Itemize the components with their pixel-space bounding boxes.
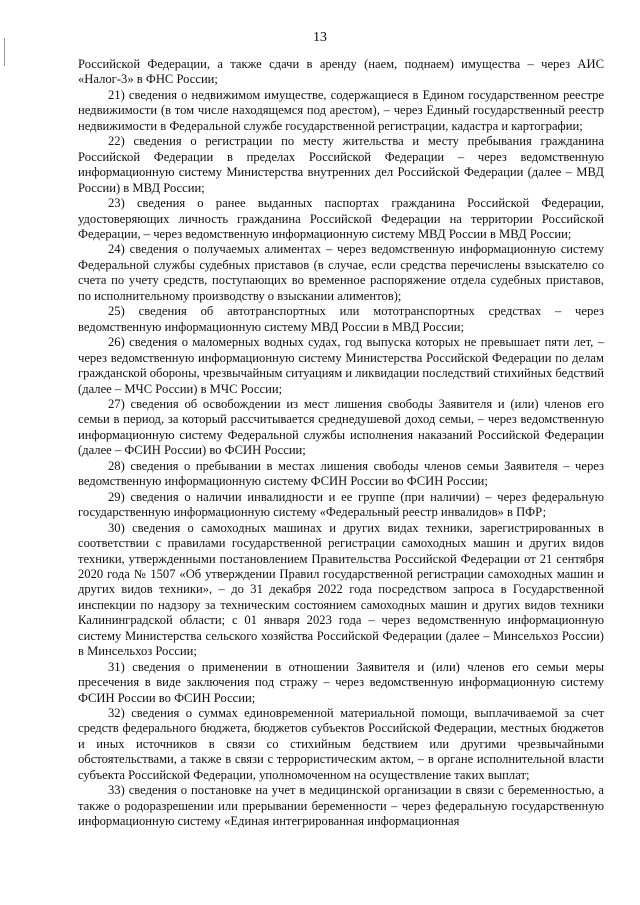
paragraph-item-29: 29) сведения о наличии инвалидности и ее группе (при наличии) – через федеральную государственную информационную систему «Федеральный реестр инвалидов» в ПФР; (78, 489, 604, 520)
paragraph-item-30: 30) сведения о самоходных машинах и других видах техники, зарегистрированных в соответствии с правилами государственной регистрации самоходных машин и других видов техники, утвержденными постановлением Правительства Российской Федерации от 21 сентября 2020 года № 1507 «Об утверждении Правил государственной регистрации самоходных машин и других видов техники», – до 31 декабря 2022 года посредством запроса в Государственной инспекции по надзору за техническим состоянием самоходных машин и других видов техники Калининградской области; с 01 января 2023 года – через ведомственную информационную систему Министерства сельского хозяйства Российской Федерации (далее – Минсельхоз России) в Минсельхоз России; (78, 520, 604, 659)
paragraph-item-25: 25) сведения об автотранспортных или мототранспортных средствах – через ведомственную информационную систему МВД России в МВД России; (78, 304, 604, 334)
document-body (78, 57, 604, 830)
paragraph-item-23: 23) сведения о ранее выданных паспортах гражданина Российской Федерации, удостоверяющих личность гражданина Российской Федерации на территории Российской Федерации, – через ведомственную информационную систему МВД России в МВД России; (78, 196, 604, 241)
paragraph-item-24: 24) сведения о получаемых алиментах – через ведомственную информационную систему Федеральной службы судебных приставов (в случае, если средства перечислены взыскателю со счета по учету средств, поступающих во временное распоряжение отдела судебных приставов, по исполнительному производству о взыскании алиментов); (78, 242, 604, 303)
paragraph-item-22: 22) сведения о регистрации по месту жительства и месту пребывания гражданина Российской Федерации в пределах Российской Федерации – через ведомственную информационную систему Министерства внутренних дел Российской Федерации (далее – МВД России) в МВД России; (78, 134, 604, 195)
paragraph-item-28: 28) сведения о пребывании в местах лишения свободы членов семьи Заявителя – через ведомственную информационную систему ФСИН России во ФСИН России; (78, 458, 604, 489)
paragraph-item-31: 31) сведения о применении в отношении Заявителя и (или) членов его семьи меры пресечения в виде заключения под стражу – через ведомственную информационную систему ФСИН России во ФСИН России; (78, 659, 604, 705)
paragraph-item-26: 26) сведения о маломерных водных судах, год выпуска которых не превышает пяти лет, – через ведомственную информационную систему Министерства Российской Федерации по делам гражданской обороны, чрезвычайным ситуациям и ликвидации последствий стихийных бедствий (далее – МЧС России) в МЧС России; (78, 335, 605, 396)
paragraph-item-32: 32) сведения о суммах единовременной материальной помощи, выплачиваемой за счет средств федерального бюджета, бюджетов субъектов Российской Федерации, местных бюджетов и иных источников в связи со стихийным бедствием или другими чрезвычайными обстоятельствами, а также в связи с террористическим актом, – в органе исполнительной власти субъекта Российской Федерации, уполномоченном на осуществление таких выплат; (78, 706, 604, 782)
page-number: 13 (313, 30, 327, 45)
paragraph-item-27: 27) сведения об освобождении из мест лишения свободы Заявителя и (или) членов его семьи в период, за который рассчитывается среднедушевой доход семьи, – через ведомственную информационную систему Федеральной службы исполнения наказаний Российской Федерации (далее – ФСИН России) во ФСИН России; (78, 396, 604, 458)
paragraph-continuation: Российской Федерации, а также сдачи в аренду (наем, поднаем) имущества – через АИС «Налог-3» в ФНС России; (78, 57, 604, 87)
paragraph-item-21: 21) сведения о недвижимом имуществе, содержащиеся в Едином государственном реестре недвижимости (в том числе находящемся под арестом), – через Единый государственный реестр недвижимости в Федеральной службе государственной регистрации, кадастра и картографии; (78, 87, 604, 133)
paragraph-item-33: 33) сведения о постановке на учет в медицинской организации в связи с беременностью, а также о родоразрешении или прерывании беременности – через федеральную государственную информационную систему «Единая интегрированная информационная (78, 783, 604, 829)
